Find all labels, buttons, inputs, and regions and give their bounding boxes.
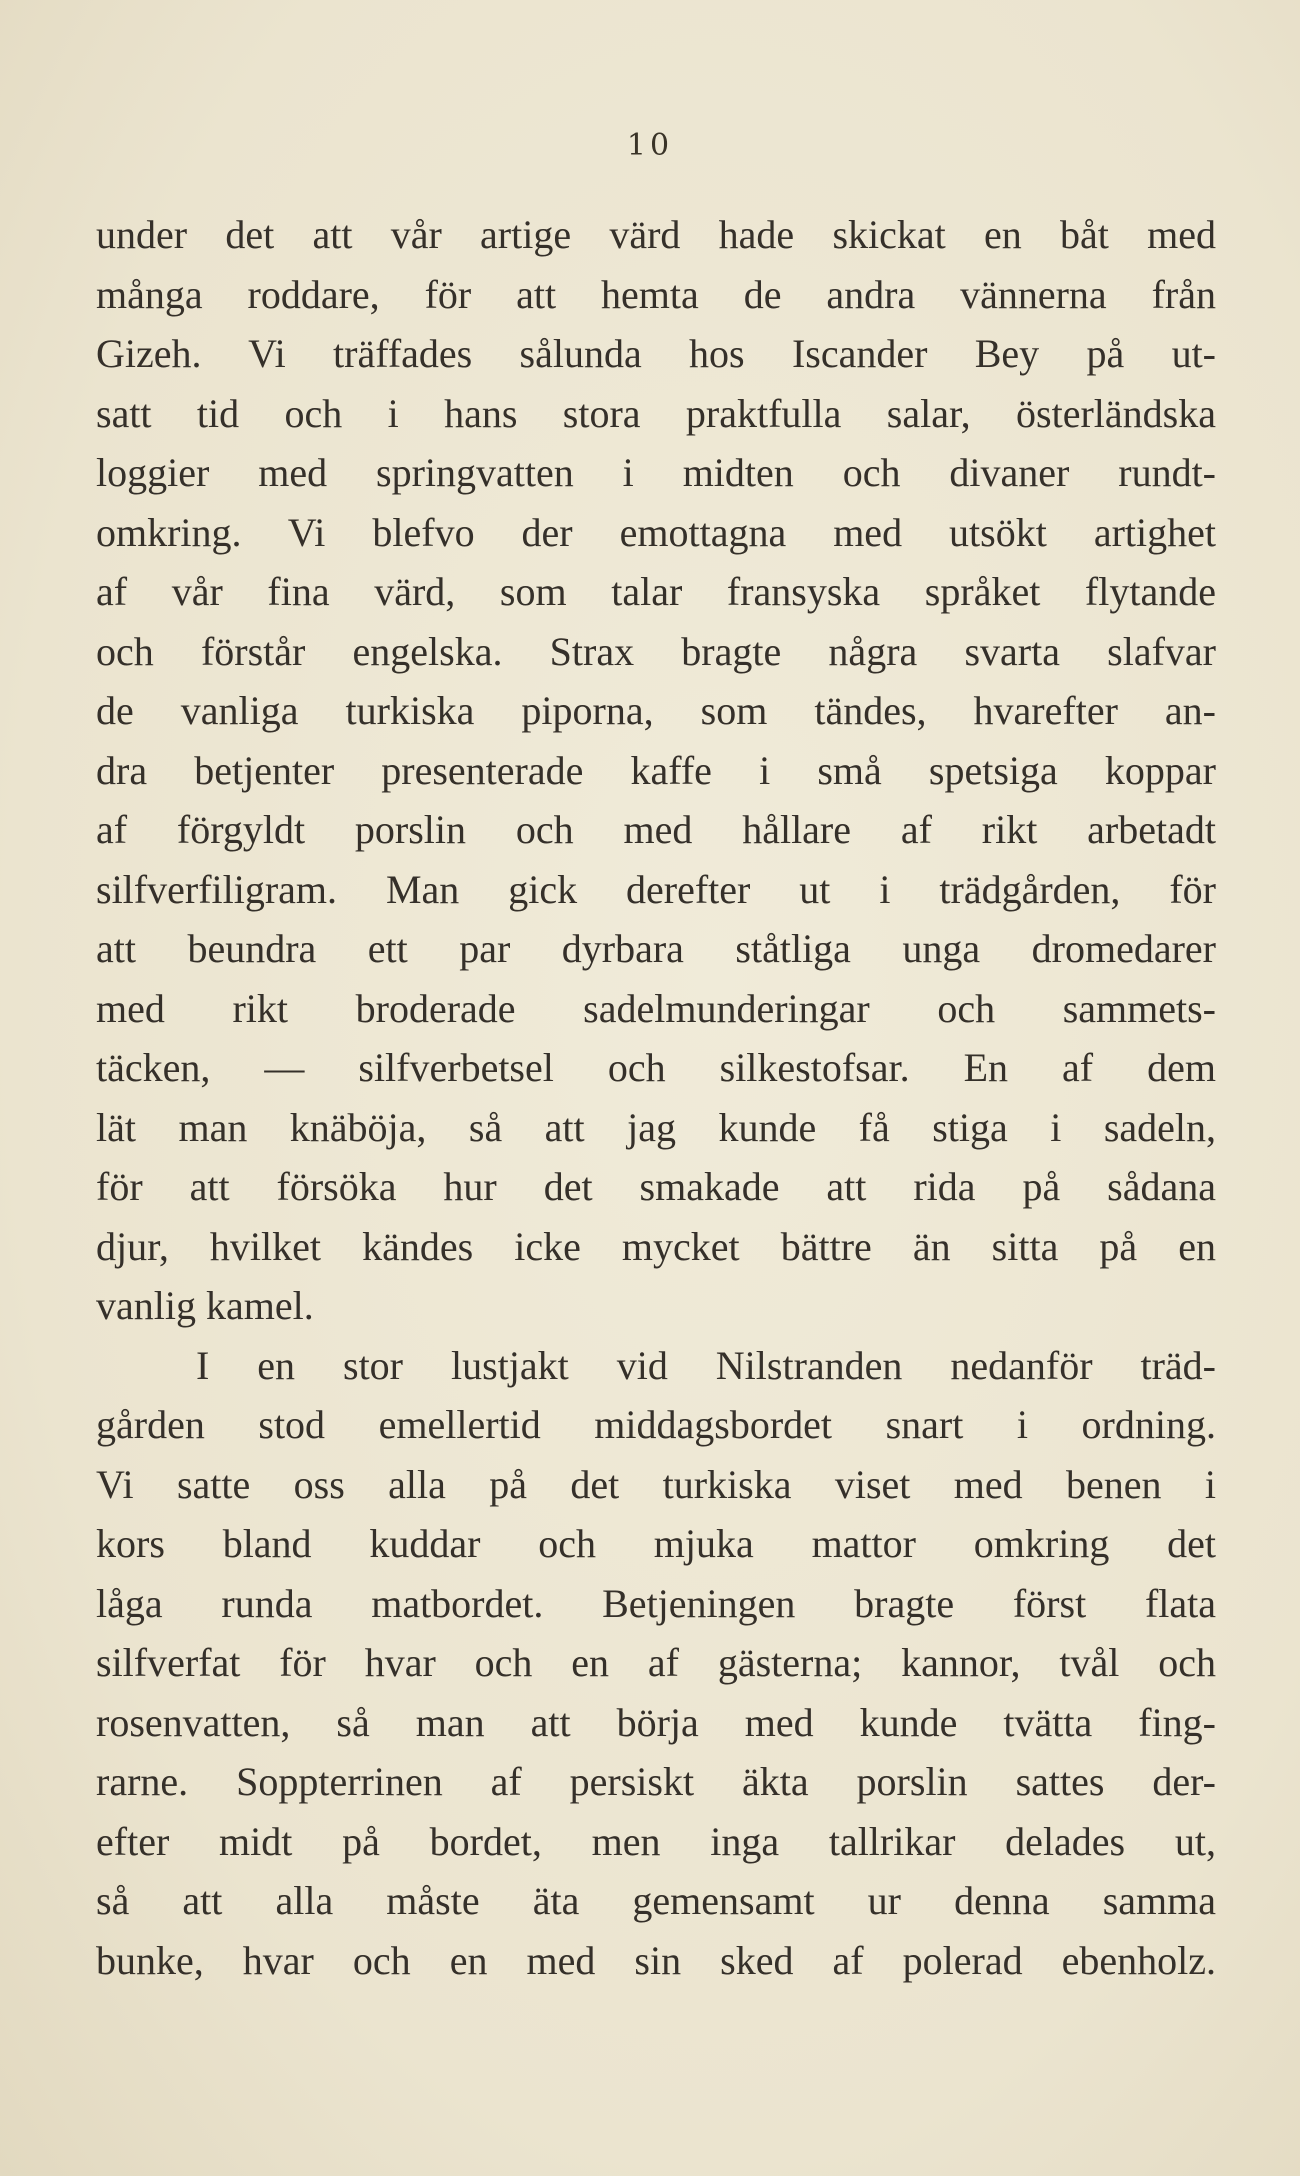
text-line: silfverfiligram. Man gick derefter ut i trädgården, för: [96, 866, 1216, 912]
text-line: gården stod emellertid middagsbordet snart i ordning.: [96, 1402, 1216, 1447]
text-line: satt tid och i hans stora praktfulla salar, österländska: [96, 390, 1216, 436]
text-line: rosenvatten, så man att börja med kunde tvätta fing-: [96, 1699, 1216, 1745]
text-line: lät man knäböja, så att jag kunde få stiga i sadeln,: [96, 1104, 1216, 1150]
text-line: Gizeh. Vi träffades sålunda hos Iscander Bey på ut-: [96, 331, 1216, 376]
paragraph-1: [96, 205, 1216, 1336]
text-line: täcken, — silfverbetsel och silkestofsar. En af dem: [96, 1045, 1216, 1090]
text-line: loggier med springvatten i midten och divaner rundt-: [96, 450, 1216, 495]
text-line: djur, hvilket kändes icke mycket bättre än sitta på en: [96, 1223, 1216, 1269]
text-line: under det att vår artige värd hade skickat en båt med: [96, 212, 1216, 257]
text-line: att beundra ett par dyrbara ståtliga unga dromedarer: [96, 926, 1216, 971]
text-line: vanlig kamel.: [96, 1283, 314, 1328]
text-line: kors bland kuddar och mjuka mattor omkring det: [96, 1521, 1216, 1566]
text-line: bunke, hvar och en med sin sked af polerad ebenholz.: [96, 1937, 1216, 1983]
text-line: många roddare, för att hemta de andra vännerna från: [96, 271, 1216, 317]
text-line: omkring. Vi blefvo der emottagna med utsökt artighet: [96, 509, 1216, 555]
page-number: 10: [626, 128, 674, 163]
paragraph-2: [96, 1336, 1216, 1991]
text-line: Vi satte oss alla på det turkiska viset med benen i: [96, 1461, 1216, 1507]
text-line: silfverfat för hvar och en af gästerna; kannor, tvål och: [96, 1640, 1216, 1685]
text-line: låga runda matbordet. Betjeningen bragte först flata: [96, 1580, 1216, 1626]
text-line: rarne. Soppterrinen af persiskt äkta porslin sattes der-: [96, 1759, 1216, 1804]
text-line: och förstår engelska. Strax bragte några svarta slafvar: [96, 628, 1216, 674]
text-line: dra betjenter presenterade kaffe i små spetsiga koppar: [96, 747, 1216, 793]
text-line: af vår fina värd, som talar fransyska språket flytande: [96, 569, 1216, 614]
text-line: efter midt på bordet, men inga tallrikar delades ut,: [96, 1818, 1216, 1864]
text-line: de vanliga turkiska piporna, som tändes, hvarefter an-: [96, 688, 1216, 733]
body-text: [96, 205, 1216, 1990]
text-line: med rikt broderade sadelmunderingar och sammets-: [96, 985, 1216, 1031]
text-line: så att alla måste äta gemensamt ur denna samma: [96, 1878, 1216, 1923]
text-line: I en stor lustjakt vid Nilstranden nedanför träd-: [196, 1342, 1216, 1388]
text-line: för att försöka hur det smakade att rida på sådana: [96, 1164, 1216, 1209]
text-line: af förgyldt porslin och med hållare af rikt arbetadt: [96, 807, 1216, 852]
